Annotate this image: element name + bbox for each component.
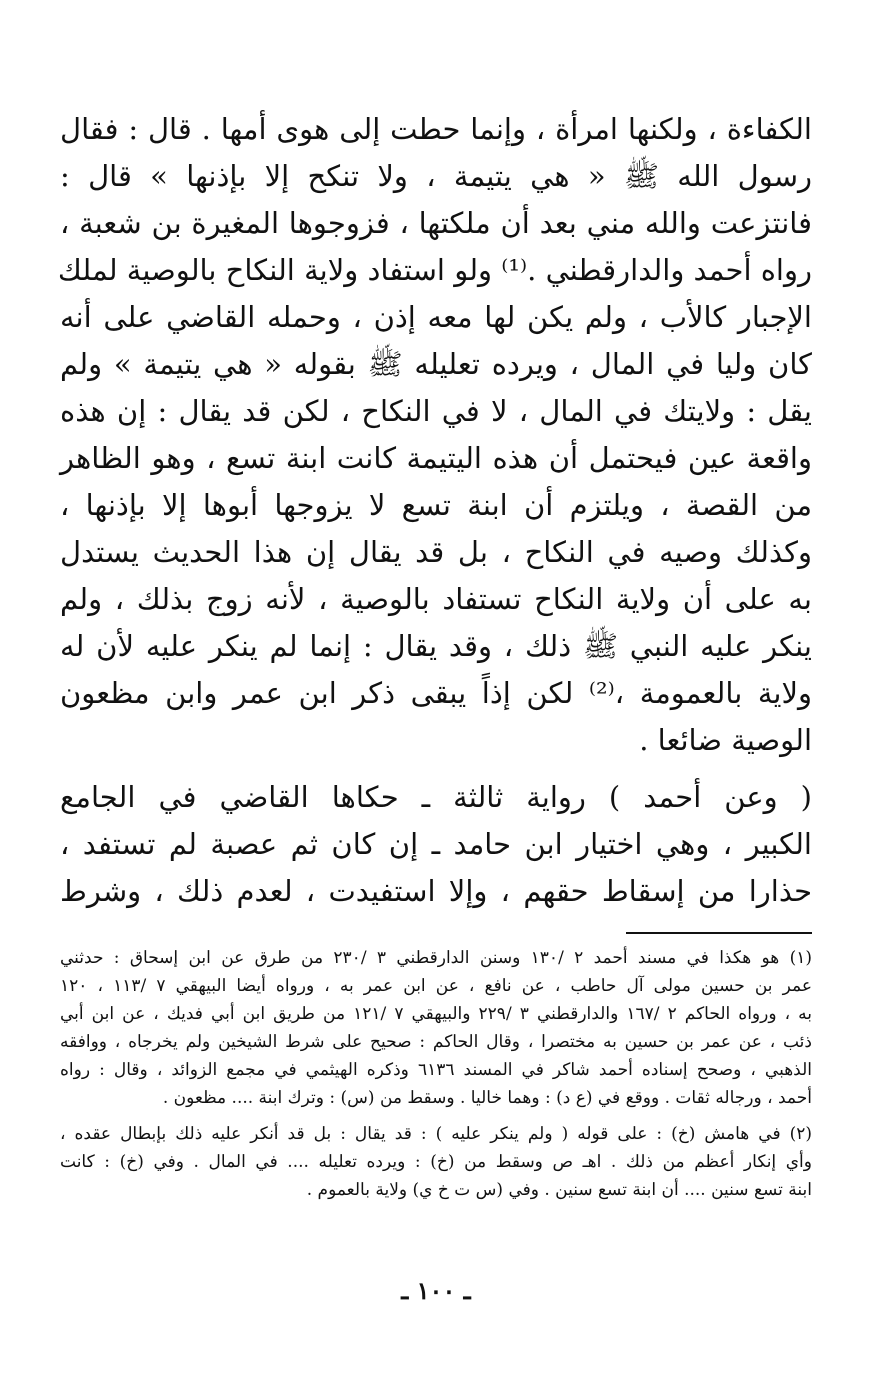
- text-line: الكبير ، وهي اختيار ابن حامد ـ إن كان ثم عصبة لم تستفد ،: [60, 827, 812, 861]
- footnote-line: ابنة تسع سنين .... أن ابنة تسع سنين . وفي (س ت خ ي) ولاية بالعموم .: [306, 1180, 812, 1200]
- footnote-line: (١) هو هكذا في مسند أحمد ٢ /١٣٠ وسنن الدارقطني ٣ /٢٣٠ من طرق عن ابن إسحاق : حدثني: [60, 948, 812, 968]
- paragraph-gap: [60, 764, 812, 774]
- text-line: فانتزعت والله مني بعد أن ملكتها ، فزوجوها المغيرة بن شعبة ،: [60, 206, 812, 240]
- footnote-separator: [626, 932, 812, 934]
- footnote-line: عمر بن حسين مولى آل حاطب ، عن نافع ، عن ابن عمر به ، ورواه أيضا البيهقي ٧ /١١٣ ، ١٢٠: [60, 976, 812, 996]
- text-line: من القصة ، ويلتزم أن ابنة تسع لا يزوجها أبوها إلا بإذنها ،: [60, 488, 812, 522]
- footnote-line: أحمد ، ورجاله ثقات . ووقع في (ع د) : وهما خاليا . وسقط من (س) : وترك ابنة .... مظعون .: [162, 1088, 812, 1108]
- footnote-line: ذئب ، عن عمر بن حسين به مختصرا ، وقال الحاكم : صحيح على شرط الشيخين ولم يخرجاه ، ووافقه: [60, 1032, 812, 1052]
- text-line: ( وعن أحمد ) رواية ثالثة ـ حكاها القاضي في الجامع: [60, 780, 812, 814]
- footnote-line: وأي إنكار أعظم من ذلك . اهـ ص وسقط من (خ) : ويرده تعليله .... في المال . وفي (خ) : كانت: [60, 1152, 812, 1172]
- text-line: ولاية بالعمومة ،⁽²⁾ لكن إذاً يبقى ذكر ابن عمر وابن مظعون: [60, 676, 812, 710]
- footnote-gap: [60, 1112, 812, 1120]
- text-line: به على أن ولاية النكاح تستفاد بالوصية ، لأنه زوج بذلك ، ولم: [60, 582, 812, 616]
- text-line: وكذلك وصيه في النكاح ، بل قد يقال إن هذا الحديث يستدل: [60, 535, 812, 569]
- footnote-line: به ، ورواه الحاكم ٢ /١٦٧ والدارقطني ٣ /٢٢٩ والبيهقي ٧ /١٢١ من طريق ابن أبي فديك ، عن ابن أبي: [60, 1004, 812, 1024]
- text-line: الكفاءة ، ولكنها امرأة ، وإنما حطت إلى هوى أمها . قال : فقال: [60, 112, 812, 146]
- text-line: رواه أحمد والدارقطني .⁽¹⁾ ولو استفاد ولاية النكاح بالوصية لملك: [57, 253, 812, 287]
- footnote-2: [60, 1120, 812, 1204]
- text-line: ينكر عليه النبي ﷺ ذلك ، وقد يقال : إنما لم ينكر عليه لأن له: [60, 629, 812, 663]
- text-line: حذارا من إسقاط حقهم ، وإلا استفيدت ، لعدم ذلك ، وشرط: [60, 874, 812, 908]
- main-text: [57, 106, 812, 915]
- footnote-line: (٢) في هامش (خ) : على قوله ( ولم ينكر عليه ) : قد يقال : بل قد أنكر عليه ذلك بإبطال عقده ،: [60, 1124, 812, 1144]
- text-line: يقل : ولايتك في المال ، لا في النكاح ، لكن قد يقال : إن هذه: [60, 394, 812, 428]
- text-line: الإجبار كالأب ، ولم يكن لها معه إذن ، وحمله القاضي على أنه: [60, 300, 812, 334]
- text-line: الوصية ضائعا .: [639, 723, 812, 757]
- text-line: كان وليا في المال ، ويرده تعليله ﷺ بقوله « هي يتيمة » ولم: [60, 347, 812, 381]
- text-line: رسول الله ﷺ « هي يتيمة ، ولا تنكح إلا بإذنها » قال :: [60, 159, 812, 193]
- footnote-1: [60, 944, 812, 1112]
- page-number: ـ ١٠٠ ـ: [401, 1276, 471, 1305]
- footnotes: [60, 944, 812, 1204]
- book-page: [57, 106, 813, 1346]
- footnote-line: الذهبي ، وصحح إسناده أحمد شاكر في المسند ٦١٣٦ وذكره الهيثمي في مجمع الزوائد ، وقال : رواه: [60, 1060, 813, 1080]
- text-line: واقعة عين فيحتمل أن هذه اليتيمة كانت ابنة تسع ، وهو الظاهر: [60, 441, 812, 475]
